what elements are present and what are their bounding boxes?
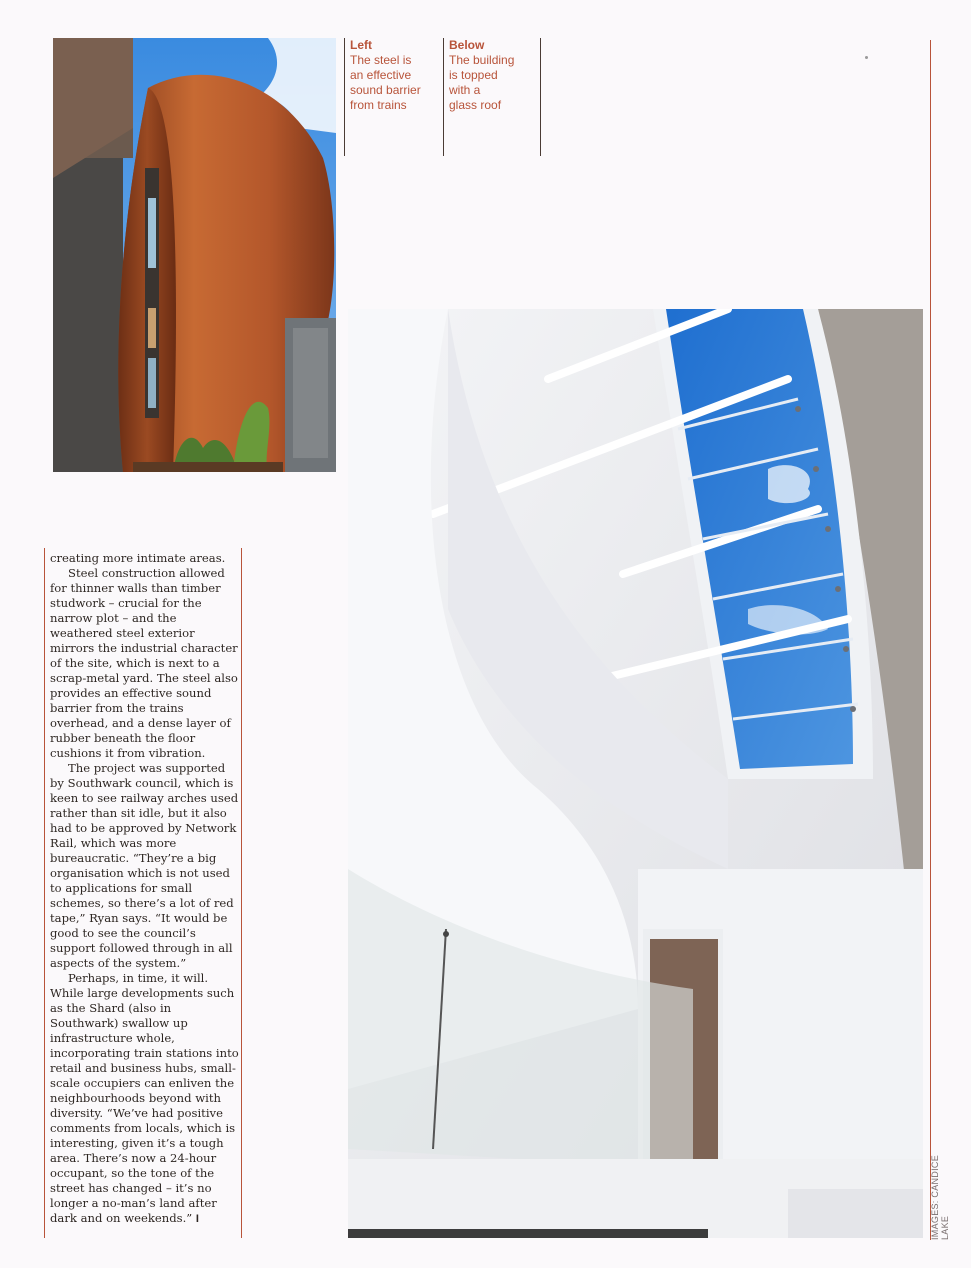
caption-below-line: is topped (449, 68, 498, 82)
caption-rule (344, 38, 345, 156)
article-paragraph-text: Perhaps, in time, it will. While large developments such as the Shard (also in Southwark) swallow up infrastructure whole, incorporating train stations into retail and business hubs, small-scale occupiers can enliven the neighbourhoods beyond with diversity. “We’ve had positive comments from locals, which is interesting, given it’s a tough area. There’s now a 24-hour occupant, so the tone of the street has changed – it’s no longer a no-man’s land after dark and on weekends.” (50, 971, 239, 1225)
caption-below (443, 38, 538, 156)
image-credit: IMAGES: CANDICE LAKE (930, 1154, 950, 1240)
print-speck (865, 56, 868, 59)
page-right-rule (930, 40, 931, 1240)
caption-left-line: sound barrier (350, 83, 421, 97)
article-paragraph: creating more intimate areas. (50, 551, 226, 565)
caption-left-line: from trains (350, 98, 407, 112)
end-mark: I (195, 1213, 199, 1225)
caption-left-line: an effective (350, 68, 412, 82)
article-paragraph: Steel construction allowed for thinner walls than timber studwork – crucial for the narrow plot – and the weathered steel exterior mirrors the industrial character of the site, which is next to a scrap-metal yard. The steel also provides an effective sound barrier from the trains overhead, and a dense layer of rubber beneath the floor cushions it from vibration. (50, 566, 238, 760)
exterior-steel-photo (53, 38, 336, 472)
caption-below-line: with a (449, 83, 481, 97)
caption-rule (443, 38, 444, 156)
caption-below-line: glass roof (449, 98, 502, 112)
article-column (44, 548, 242, 1238)
caption-left-line: The steel is (350, 53, 412, 67)
caption-below-line: The building (449, 53, 515, 67)
caption-left-head: Left (350, 38, 372, 52)
article-paragraph: The project was supported by Southwark council, which is keen to see railway arches used rather than sit idle, but it also had to be approved by Network Rail, which was more bureaucratic. “They’re a big organisation which is not used to applications for small schemes, so there’s a lot of red tape,” Ryan says. “It would be good to see the council’s support followed through in all aspects of the system.” (50, 761, 239, 970)
caption-left (344, 38, 439, 156)
interior-glass-roof-photo (348, 309, 923, 1238)
article-paragraph (50, 971, 241, 1227)
caption-below-head: Below (449, 38, 485, 52)
caption-end-rule (540, 38, 541, 156)
